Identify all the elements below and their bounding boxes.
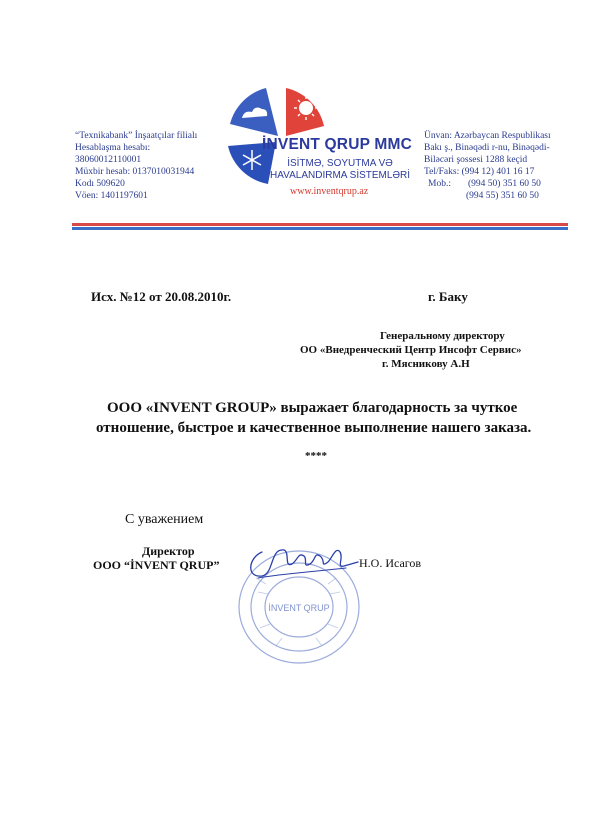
separator: ****: [305, 450, 327, 462]
tel-row: [424, 166, 584, 178]
bank-details: [75, 130, 245, 202]
letter-body-line: ООО «INVENT GROUP» выражает благодарность за чуткое: [107, 400, 518, 416]
tel-value: (994 12) 401 16 17: [461, 167, 535, 177]
tagline-line: İSİTMƏ, SOYUTMA VƏ: [287, 158, 393, 169]
bank-line: Hesablaşma hesabı:: [75, 143, 151, 153]
header-divider-red: [72, 223, 568, 226]
address-line: Biləcəri şossesi 1288 keçid: [424, 155, 528, 165]
company-name: İNVENT QRUP MMC: [262, 136, 412, 153]
tel-label: Tel/Faks:: [424, 167, 460, 177]
company-address: [424, 130, 584, 202]
company-tagline: [260, 158, 420, 182]
letter-body-line: отношение, быстрое и качественное выполнение нашего заказа.: [96, 420, 532, 436]
signer-title: Директор: [142, 544, 195, 558]
address-line: Ünvan: Azərbaycan Respublikası: [424, 131, 551, 141]
closing-regards: С уважением: [125, 512, 204, 527]
mob-label: Mob.:: [428, 179, 451, 189]
addressee-line: г. Мясникову А.Н: [382, 358, 470, 370]
bank-line: “Texnikabank” İnşaatçılar filialı: [75, 131, 198, 141]
stamp-center-text: İNVENT QRUP: [268, 603, 330, 613]
bank-line: Müxbir hesab: 0137010031944: [75, 167, 195, 177]
bank-line: 38060012110001: [75, 155, 142, 165]
company-website: www.inventqrup.az: [290, 186, 369, 197]
signer-name: Н.О. Исагов: [359, 556, 422, 570]
signer-org: ООО “İNVENT QRUP”: [93, 558, 220, 572]
bank-line: Kodı 509620: [75, 179, 125, 189]
outgoing-number: Исх. №12 от 20.08.2010г.: [91, 289, 232, 304]
addressee-line: ОО «Внедренческий Центр Инсофт Сервис»: [300, 344, 522, 356]
mob-value: (994 50) 351 60 50: [468, 179, 541, 189]
bank-line: Vöen: 1401197601: [75, 191, 148, 201]
addressee-line: Генеральному директору: [380, 330, 505, 342]
header-divider-blue: [72, 227, 568, 230]
letter-city: г. Баку: [428, 289, 468, 304]
handwritten-signature: [240, 538, 360, 588]
tagline-line: HAVALANDIRMA SİSTEMLƏRİ: [270, 170, 410, 181]
mob-row: [424, 178, 584, 190]
address-line: Bakı ş., Binəqədi r-nu, Binəqədi-: [424, 143, 550, 153]
mob-value: (994 55) 351 60 50: [466, 191, 539, 201]
